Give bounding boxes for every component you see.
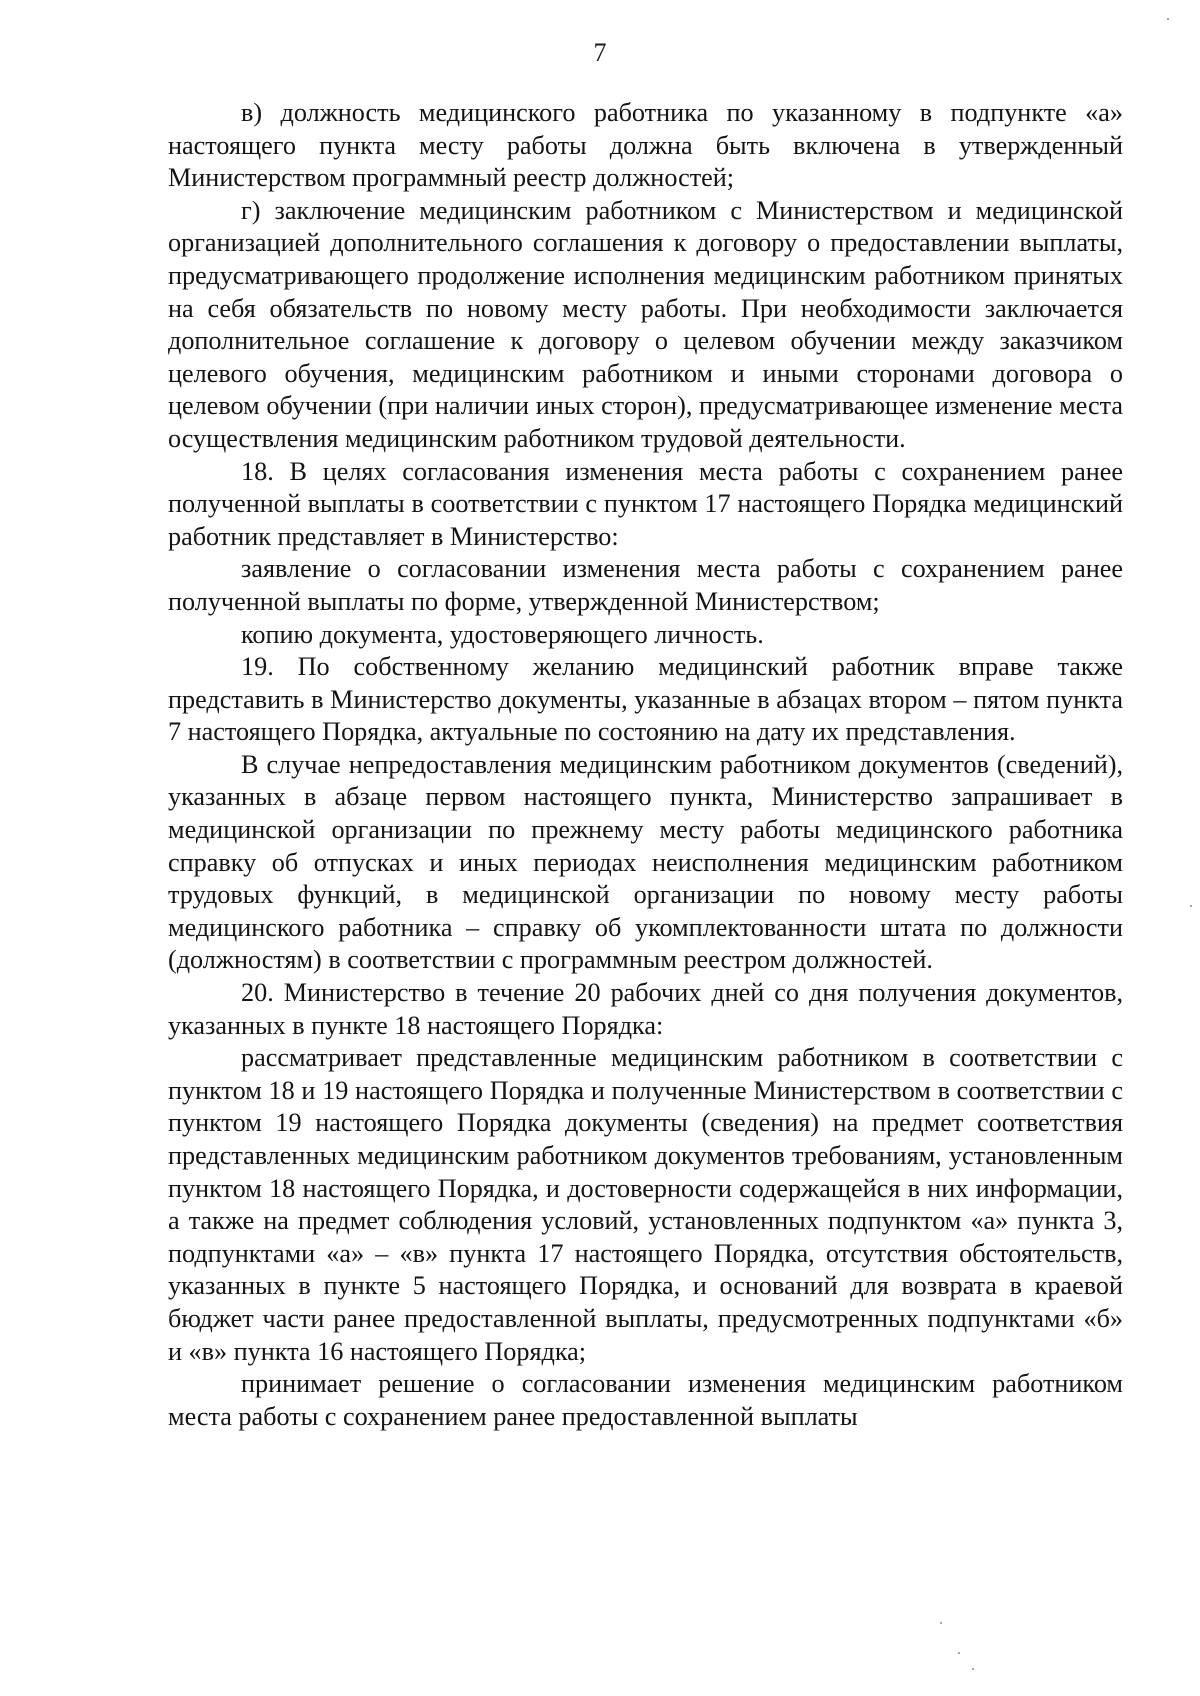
scan-speck: [940, 1622, 942, 1624]
page-number: 7: [593, 38, 607, 67]
paragraph-clause-20: 20. Министерство в течение 20 рабочих дней со дня получения документов, указанных в пункте 18 настоящего Порядка:: [168, 978, 1123, 1040]
scan-speck: [958, 1652, 960, 1654]
paragraph-item-v: в) должность медицинского работника по указанному в подпункте «а» настоящего пункта месту работы должна быть включена в утвержденный Министерством программный реестр должностей;: [168, 98, 1123, 193]
paragraph-item-g: г) заключение медицинским работником с Министерством и медицинской организацией дополнительного соглашения к договору о предоставлении выплаты, предусматривающего продолжение исполнения медицинским работником принятых на себя обязательств по новому месту работы. При необходимости заключается дополнительное соглашение к договору о целевом обучении между заказчиком целевого обучения, медицинским работником и иными сторонами договора о целевом обучении (при наличии иных сторон), предусматривающее изменение места осуществления медицинским работником трудовой деятельности.: [168, 195, 1123, 453]
scan-speck: [1190, 905, 1192, 907]
paragraph-non-submission: В случае непредоставления медицинским работником документов (сведений), указанных в абзаце первом настоящего пункта, Министерство запрашивает в медицинской организации по прежнему месту работы медицинского работника справку об отпусках и иных периодах неисполнения медицинским работником трудовых функций, в медицинской организации по новому месту работы медицинского работника – справку об укомплектованности штата по должности (должностям) в соответствии с программным реестром должностей.: [168, 749, 1123, 975]
paragraph-id-copy: копию документа, удостоверяющего личность.: [241, 619, 764, 649]
paragraph-reviews: рассматривает представленные медицинским работником в соответствии с пунктом 18 и 19 настоящего Порядка и полученные Министерством в соответствии с пунктом 19 настоящего Порядка документы (сведения) на предмет соответствия представленных медицинским работником документов требованиям, установленным пунктом 18 настоящего Порядка, и достоверности содержащейся в них информации, а также на предмет соблюдения условий, установленных подпунктом «а» пункта 3, подпунктами «а» – «в» пункта 17 настоящего Порядка, отсутствия обстоятельств, указанных в пункте 5 настоящего Порядка, и оснований для возврата в краевой бюджет части ранее предоставленной выплаты, предусмотренных подпунктами «б» и «в» пункта 16 настоящего Порядка;: [168, 1043, 1123, 1366]
paragraph-clause-19: 19. По собственному желанию медицинский работник вправе также представить в Министерство документы, указанные в абзацах втором – пятом пункта 7 настоящего Порядка, актуальные по состоянию на дату их представления.: [168, 652, 1123, 747]
paragraph-decision: принимает решение о согласовании изменения медицинским работником места работы с сохранением ранее предоставленной выплаты: [168, 1369, 1123, 1431]
paragraph-clause-18: 18. В целях согласования изменения места работы с сохранением ранее полученной выплаты в соответствии с пунктом 17 настоящего Порядка медицинский работник представляет в Министерство:: [168, 456, 1123, 551]
paragraph-application: заявление о согласовании изменения места работы с сохранением ранее полученной выплаты по форме, утвержденной Министерством;: [168, 554, 1123, 616]
document-body: [168, 97, 1123, 1433]
scan-speck: [972, 1668, 974, 1670]
scan-speck: [1167, 18, 1169, 20]
